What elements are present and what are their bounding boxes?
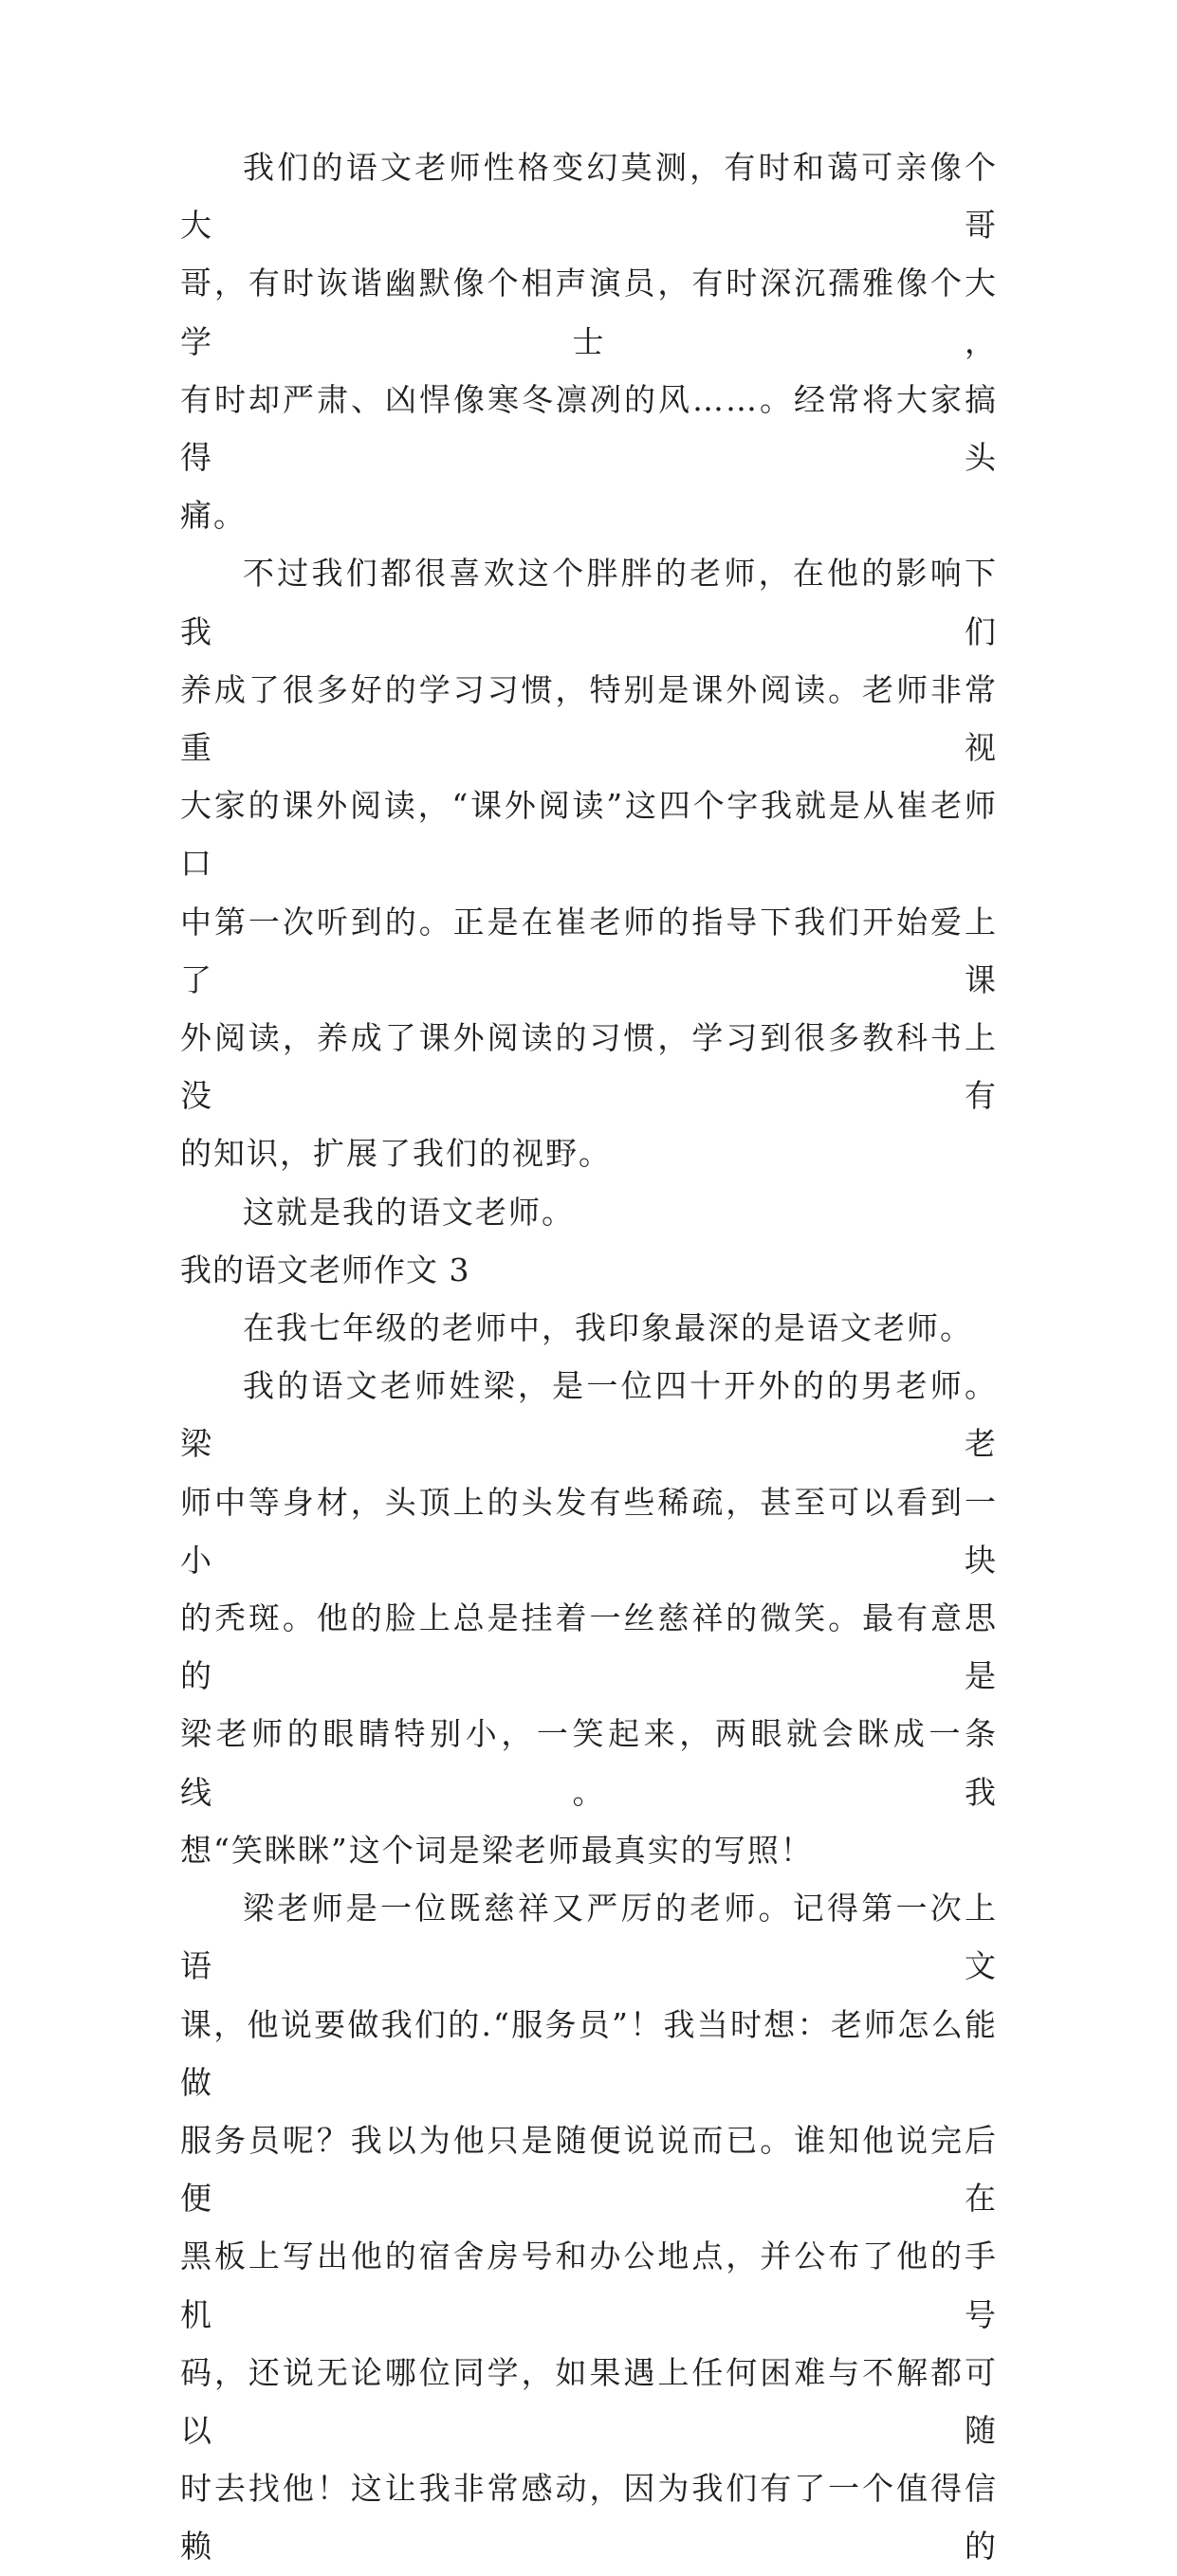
- text-line: 在我七年级的老师中，我印象最深的是语文老师。: [243, 1309, 973, 1347]
- text-line: 的秃斑。他的脸上总是挂着一丝慈祥的微笑。最有意思的是: [180, 1599, 998, 1695]
- paragraph-3: [180, 1183, 998, 1241]
- text-line: 我们的语文老师性格变幻莫测，有时和蔼可亲像个大哥: [180, 149, 998, 245]
- section-heading: 我的语文老师作文 3: [180, 1251, 470, 1288]
- text-line: 中第一次听到的。正是在崔老师的指导下我们开始爱上了课: [180, 903, 998, 998]
- text-line: 有时却严肃、凶悍像寒冬凛冽的风……。经常将大家搞得头: [180, 380, 998, 477]
- text-line: 哥，有时诙谐幽默像个相声演员，有时深沉孺雅像个大学士，: [180, 265, 998, 360]
- text-line: 师中等身材，头顶上的头发有些稀疏，甚至可以看到一小块: [180, 1483, 998, 1579]
- text-line: 大家的课外阅读，“课外阅读”这四个字我就是从崔老师口: [180, 787, 998, 883]
- text-line: 我的语文老师姓梁，是一位四十开外的的男老师。梁老: [180, 1367, 998, 1463]
- text-line: 时去找他！这让我非常感动，因为我们有了一个值得信赖的: [180, 2470, 998, 2566]
- paragraph-5: [180, 1357, 998, 1879]
- paragraph-1: [180, 138, 998, 544]
- paragraph-2: [180, 544, 998, 1182]
- text-line: 码，还说无论哪位同学，如果遇上任何困难与不解都可以随: [180, 2353, 998, 2449]
- text-line: 想“笑眯眯”这个词是梁老师最真实的写照！: [180, 1831, 814, 1869]
- text-line: 痛。: [180, 497, 247, 535]
- text-line: 梁老师的眼睛特别小，一笑起来，两眼就会眯成一条线。我: [180, 1715, 998, 1811]
- text-line: 服务员呢？我以为他只是随便说说而已。谁知他说完后便在: [180, 2121, 998, 2218]
- text-line: 梁老师是一位既慈祥又严厉的老师。记得第一次上语文: [180, 1890, 998, 1985]
- paragraph-4: [180, 1299, 998, 1357]
- document-page: [180, 138, 998, 2576]
- text-line: 的知识，扩展了我们的视野。: [180, 1135, 612, 1173]
- text-line: 课，他说要做我们的.“服务员”！我当时想：老师怎么能做: [180, 2005, 998, 2101]
- paragraph-6: [180, 1879, 998, 2575]
- text-line: 不过我们都很喜欢这个胖胖的老师，在他的影响下我们: [180, 555, 998, 650]
- text-line: 这就是我的语文老师。: [243, 1193, 575, 1231]
- text-line: 养成了很多好的学习习惯，特别是课外阅读。老师非常重视: [180, 670, 998, 767]
- text-line: 黑板上写出他的宿舍房号和办公地点，并公布了他的手机号: [180, 2238, 998, 2333]
- text-line: 外阅读，养成了课外阅读的习惯，学习到很多教科书上没有: [180, 1019, 998, 1115]
